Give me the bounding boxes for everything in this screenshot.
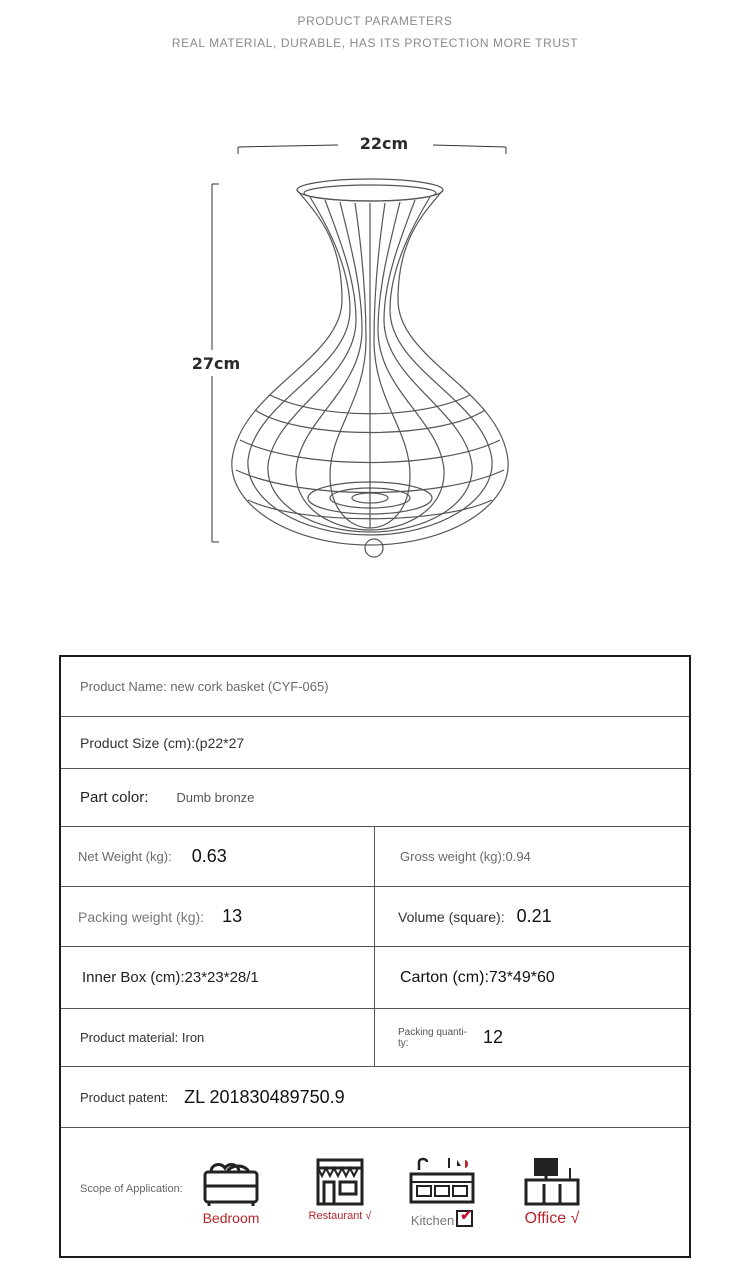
inner-box-cell [61,947,375,1008]
spec-row-weight [61,827,689,887]
patent-label: Product patent: [80,1089,169,1105]
scope-label-kitchen [410,1207,473,1228]
carton-cell [375,947,689,1008]
spec-row-color [61,769,689,827]
scope-label: Scope of Application: [80,1183,183,1195]
gross-weight-cell [375,827,689,886]
scope-item-office [509,1156,595,1228]
spec-row-patent [61,1067,689,1128]
volume-cell [375,887,689,946]
product-spec-table [59,655,691,1258]
product-size-cell [61,717,689,768]
spec-row-material [61,1009,689,1067]
height-label: 27cm [191,354,241,373]
packing-weight-label: Packing weight (kg): [78,908,205,925]
spec-row-size [61,717,689,769]
volume-value: 0.21 [516,906,552,926]
height-dimension [188,184,240,542]
scope-item-kitchen [407,1156,477,1228]
basket-drawing [232,179,508,557]
packing-weight-value: 13 [222,906,243,926]
part-color-value: Dumb bronze [176,790,255,805]
packing-quantity-label [398,1027,467,1049]
product-dimension-diagram [0,120,750,580]
part-color-label: Part color: [80,789,149,806]
net-weight-cell [61,827,375,886]
product-material: Product material: Iron [80,1030,205,1045]
section-subtitle: REAL MATERIAL, DURABLE, HAS ITS PROTECTION MORE TRUST [171,36,579,50]
scope-item-bedroom [199,1156,263,1226]
product-name-cell [61,657,689,716]
packing-quantity-label-line2: ty: [398,1037,409,1049]
spec-row-box [61,947,689,1009]
net-weight-value: 0.63 [191,846,227,866]
packing-quantity-cell [375,1009,689,1066]
section-title: PRODUCT PARAMETERS [297,14,453,28]
packing-quantity-label-line1: Packing quanti- [398,1026,467,1038]
spec-row-scope [61,1128,689,1256]
material-cell [61,1009,375,1066]
product-size: Product Size (cm):(p22*27 [80,734,245,751]
patent-cell [61,1067,689,1127]
width-label: 22cm [359,134,409,153]
packing-weight-cell [61,887,375,946]
checkbox-icon: ✔ [456,1210,473,1227]
product-name: Product Name: new cork basket (CYF-065) [80,679,329,694]
bed-icon [201,1156,261,1206]
kitchen-icon [409,1156,475,1206]
scope-label-office: Office √ [524,1210,580,1227]
spec-row-packing [61,887,689,947]
volume-label: Volume (square): [398,908,505,925]
packing-quantity-value: 12 [482,1027,503,1047]
office-desk-icon [524,1156,580,1206]
carton: Carton (cm):73*49*60 [400,968,555,986]
gross-weight: Gross weight (kg):0.94 [400,849,531,864]
kitchen-text: Kitchen [410,1213,455,1228]
scope-label-bedroom: Bedroom [202,1210,260,1226]
width-dimension [238,134,506,154]
scope-item-restaurant [299,1156,381,1222]
net-weight-label: Net Weight (kg): [78,849,172,864]
part-color-cell [61,769,689,826]
storefront-icon [314,1156,366,1206]
spec-row-name [61,657,689,717]
inner-box: Inner Box (cm):23*23*28/1 [82,969,259,986]
scope-label-restaurant: Restaurant √ [308,1210,372,1222]
patent-value: ZL 201830489750.9 [184,1086,345,1107]
